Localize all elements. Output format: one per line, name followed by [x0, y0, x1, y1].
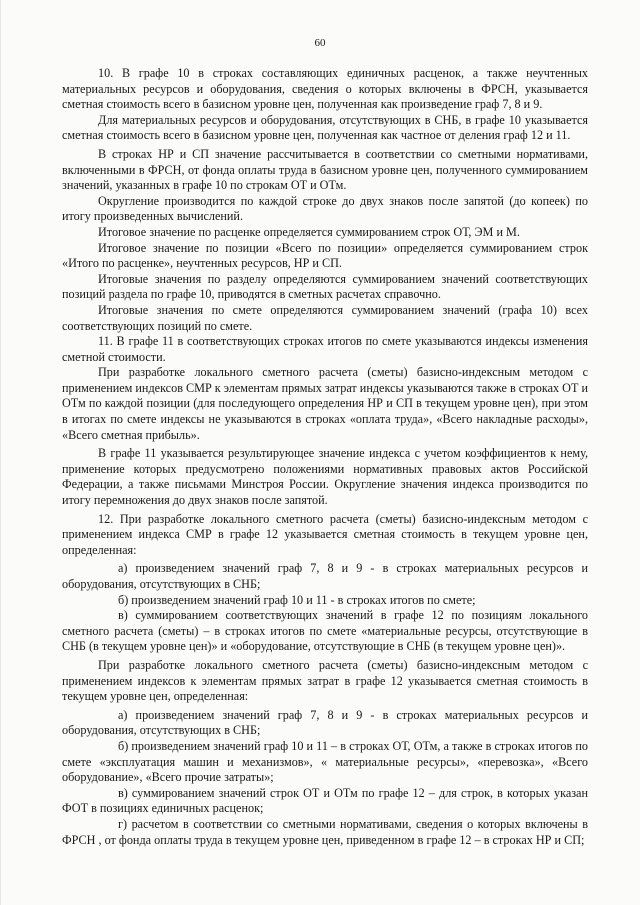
- list-item-c-2: в) суммированием значений строк ОТ и ОТм по графе 12 – для строк, в которых указан ФОТ в позициях единичных расценок;: [62, 785, 588, 816]
- paragraph-rounding: Округление производится по каждой строке до двух знаков после запятой (до копеек) по итогу произведенных вычислений.: [62, 193, 588, 224]
- list-item-b: б) произведением значений граф 10 и 11 - в строках итогов по смете;: [118, 592, 476, 607]
- document-body: [62, 66, 588, 848]
- paragraph-missing-resources: Для материальных ресурсов и оборудования, отсутствующих в СНБ, в графе 10 указывается сметная стоимость всего в базисном уровне цен, полученная как частное от деления граф 12 и 11.: [62, 112, 588, 143]
- list-item-d-2: г) расчетом в соответствии со сметными нормативами, сведения о которых включены в ФРСН , от фонда оплаты труда в текущем уровне цен, приведенном в графе 12 – в строках НР и СП;: [62, 816, 588, 847]
- paragraph-total-rate: Итоговое значение по расценке определяется суммированием строк ОТ, ЭМ и М.: [98, 224, 520, 239]
- paragraph-total-estimate: Итоговые значения по смете определяются суммированием значений (графа 10) всех соответствующих позиций по смете.: [62, 302, 588, 333]
- paragraph-resulting-index: В графе 11 указывается результирующее значение индекса с учетом коэффициентов к нему, применение которых предусмотрено положениями нормативных правовых актов Российской Федерации, а также письмами Минстроя России. Округление значения индекса производится по итогу перемножения до двух знаков после запятой.: [62, 446, 588, 508]
- list-item-a-2: а) произведением значений граф 7, 8 и 9 - в строках материальных ресурсов и оборудования, отсутствующих в СНБ;: [62, 707, 588, 738]
- paragraph-total-section: Итоговые значения по разделу определяются суммированием значений соответствующих позиций раздела по графе 10, приводятся в сметных расчетах справочно.: [62, 271, 588, 302]
- paragraph-nr-sp: В строках НР и СП значение рассчитывается в соответствии со сметными нормативами, включенными в ФРСН, от фонда оплаты труда в базисном уровне цен, полученного суммированием значений, указанных в графе 10 по строкам ОТ и ОТм.: [62, 146, 588, 193]
- paragraph-direct-cost-indices: При разработке локального сметного расчета (сметы) базисно-индексным методом с применением индексов к элементам прямых затрат в графе 12 указывается сметная стоимость в текущем уровне цен, определенная:: [62, 657, 588, 704]
- list-item-b-2: б) произведением значений граф 10 и 11 – в строках ОТ, ОТм, а также в строках итогов по смете «эксплуатация машин и механизмов», « материальные ресурсы», «перевозка», «Всего оборудование», «Всего прочие затраты»;: [62, 738, 588, 785]
- paragraph-smr-indices: При разработке локального сметного расчета (сметы) базисно-индексным методом с применением индексов СМР к элементам прямых затрат индексы указываются также в строках ОТ и ОТм по каждой позиции (для последующего определения НР и СП в текущем уровне цен), при этом в итогах по смете индексы не указываются в строках «оплата труда», «Всего накладные расходы», «Всего сметная прибыль».: [62, 365, 588, 442]
- page-number: 60: [314, 37, 326, 49]
- paragraph-12-column-12: 12. При разработке локального сметного расчета (сметы) базисно-индексным методом с применением индекса СМР в графе 12 указывается сметная стоимость в текущем уровне цен, определенная:: [62, 511, 588, 557]
- paragraph-11-column-11: 11. В графе 11 в соответствующих строках итогов по смете указываются индексы изменения сметной стоимости.: [62, 334, 588, 364]
- scan-edge: [0, 0, 1, 905]
- list-item-a: а) произведением значений граф 7, 8 и 9 - в строках материальных ресурсов и оборудования, отсутствующих в СНБ;: [62, 561, 588, 591]
- paragraph-10-column-10: 10. В графе 10 в строках составляющих единичных расценок, а также неучтенных материальных ресурсов и оборудования, сведения о которых включены в ФРСН, указывается сметная стоимость всего в базисном уровне цен, полученная как произведение граф 7, 8 и 9.: [62, 66, 588, 112]
- paragraph-total-position: Итоговое значение по позиции «Всего по позиции» определяется суммированием строк «Итого по расценке», неучтенных ресурсов, НР и СП.: [62, 240, 588, 271]
- list-item-c: в) суммированием соответствующих значений в графе 12 по позициям локального сметного расчета (сметы) – в строках итогов по смете «материальные ресурсы, отсутствующие в СНБ (в текущем уровне цен)» и «оборудование, отсутствующие в СНБ (в текущем уровне цен)».: [62, 608, 588, 654]
